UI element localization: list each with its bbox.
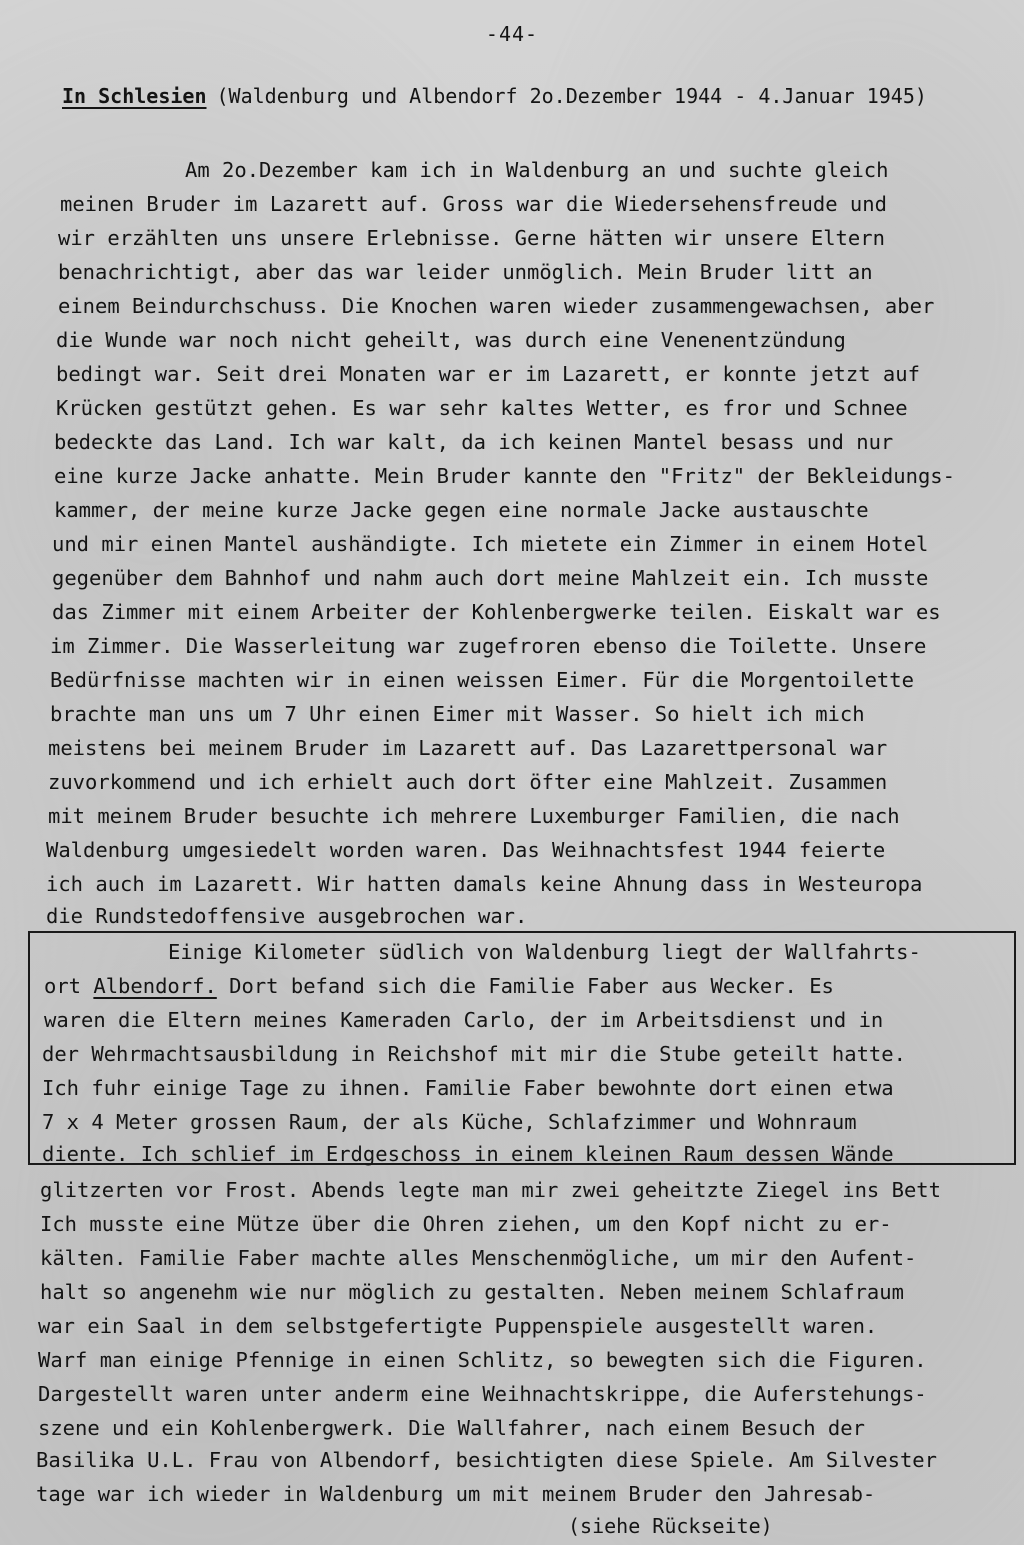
text-line: gegenüber dem Bahnhof und nahm auch dort meine Mahlzeit ein. Ich musste — [52, 566, 929, 590]
text-line: meinen Bruder im Lazarett auf. Gross war die Wiedersehensfreude und — [60, 192, 887, 216]
text-line: kälten. Familie Faber machte alles Menschenmögliche, um mir den Aufent- — [40, 1246, 917, 1270]
text-line: war ein Saal in dem selbstgefertigte Puppenspiele ausgestellt waren. — [38, 1314, 878, 1338]
page-number: -44- — [485, 22, 539, 46]
section-heading — [62, 84, 927, 108]
text-line: ich auch im Lazarett. Wir hatten damals keine Ahnung dass in Westeuropa — [46, 872, 923, 896]
text-line: 7 x 4 Meter grossen Raum, der als Küche, Schlafzimmer und Wohnraum — [42, 1110, 857, 1134]
text-line: Waldenburg umgesiedelt worden waren. Das Weihnachtsfest 1944 feierte — [46, 838, 886, 862]
text-line: bedingt war. Seit drei Monaten war er im Lazarett, er konnte jetzt auf — [56, 362, 920, 386]
text-line: Dargestellt waren unter anderm eine Weihnachtskrippe, die Auferstehungs- — [38, 1382, 927, 1406]
place-name-albendorf: Albendorf. — [93, 974, 217, 998]
text-line: tage war ich wieder in Waldenburg um mit meinem Bruder den Jahresab- — [36, 1482, 876, 1506]
text-line: einem Beindurchschuss. Die Knochen waren wieder zusammengewachsen, aber — [58, 294, 935, 318]
text-line: im Zimmer. Die Wasserleitung war zugefroren ebenso die Toilette. Unsere — [50, 634, 927, 658]
text-line: benachrichtigt, aber das war leider unmöglich. Mein Bruder litt an — [58, 260, 873, 284]
text-line: brachte man uns um 7 Uhr einen Eimer mit Wasser. So hielt ich mich — [50, 702, 865, 726]
text-line: Basilika U.L. Frau von Albendorf, besichtigten diese Spiele. Am Silvester — [36, 1448, 937, 1472]
text-line: die Wunde war noch nicht geheilt, was durch eine Venenentzündung — [56, 328, 846, 352]
text-line: kammer, der meine kurze Jacke gegen eine normale Jacke austauschte — [54, 498, 869, 522]
text-segment: Dort befand sich die Familie Faber aus Wecker. Es — [216, 974, 834, 998]
text-line: Warf man einige Pfennige in einen Schlitz, so bewegten sich die Figuren. — [38, 1348, 927, 1372]
text-line: und mir einen Mantel aushändigte. Ich mietete ein Zimmer in einem Hotel — [52, 532, 929, 556]
text-line: die Rundstedoffensive ausgebrochen war. — [46, 904, 528, 928]
text-line: meistens bei meinem Bruder im Lazarett auf. Das Lazarettpersonal war — [48, 736, 888, 760]
text-line: Krücken gestützt gehen. Es war sehr kaltes Wetter, es fror und Schnee — [56, 396, 908, 420]
section-subtitle: (Waldenburg und Albendorf 2o.Dezember 1944 - 4.Januar 1945) — [216, 84, 927, 108]
text-line: eine kurze Jacke anhatte. Mein Bruder kannte den "Fritz" der Bekleidungs- — [54, 464, 955, 488]
text-line: das Zimmer mit einem Arbeiter der Kohlenbergwerke teilen. Eiskalt war es — [52, 600, 941, 624]
text-line: Ich fuhr einige Tage zu ihnen. Familie Faber bewohnte dort einen etwa — [42, 1076, 894, 1100]
text-line: Einige Kilometer südlich von Waldenburg liegt der Wallfahrts- — [168, 940, 921, 964]
text-line: bedeckte das Land. Ich war kalt, da ich keinen Mantel besass und nur — [54, 430, 894, 454]
text-line: diente. Ich schlief im Erdgeschoss in einem kleinen Raum dessen Wände — [42, 1142, 894, 1166]
text-line: glitzerten vor Frost. Abends legte man mir zwei geheitzte Ziegel ins Bett — [40, 1178, 941, 1202]
text-line: mit meinem Bruder besuchte ich mehrere Luxemburger Familien, die nach — [48, 804, 900, 828]
text-line: waren die Eltern meines Kameraden Carlo, der im Arbeitsdienst und in — [44, 1008, 884, 1032]
text-segment: ort — [44, 974, 94, 998]
text-line: der Wehrmachtsausbildung in Reichshof mit mir die Stube geteilt hatte. — [42, 1042, 906, 1066]
text-line: Bedürfnisse machten wir in einen weissen Eimer. Für die Morgentoilette — [50, 668, 914, 692]
text-line: wir erzählten uns unsere Erlebnisse. Gerne hätten wir unsere Eltern — [58, 226, 885, 250]
text-line: szene und ein Kohlenbergwerk. Die Wallfahrer, nach einem Besuch der — [38, 1416, 865, 1440]
text-line: Am 2o.Dezember kam ich in Waldenburg an und suchte gleich — [185, 158, 889, 182]
text-line: halt so angenehm wie nur möglich zu gestalten. Neben meinem Schlafraum — [40, 1280, 904, 1304]
text-line: Ich musste eine Mütze über die Ohren ziehen, um den Kopf nicht zu er- — [40, 1212, 892, 1236]
section-title: In Schlesien — [62, 84, 207, 108]
page-continuation-note: (siehe Rückseite) — [568, 1514, 773, 1538]
text-line: zuvorkommend und ich erhielt auch dort öfter eine Mahlzeit. Zusammen — [48, 770, 888, 794]
text-line — [44, 976, 834, 997]
